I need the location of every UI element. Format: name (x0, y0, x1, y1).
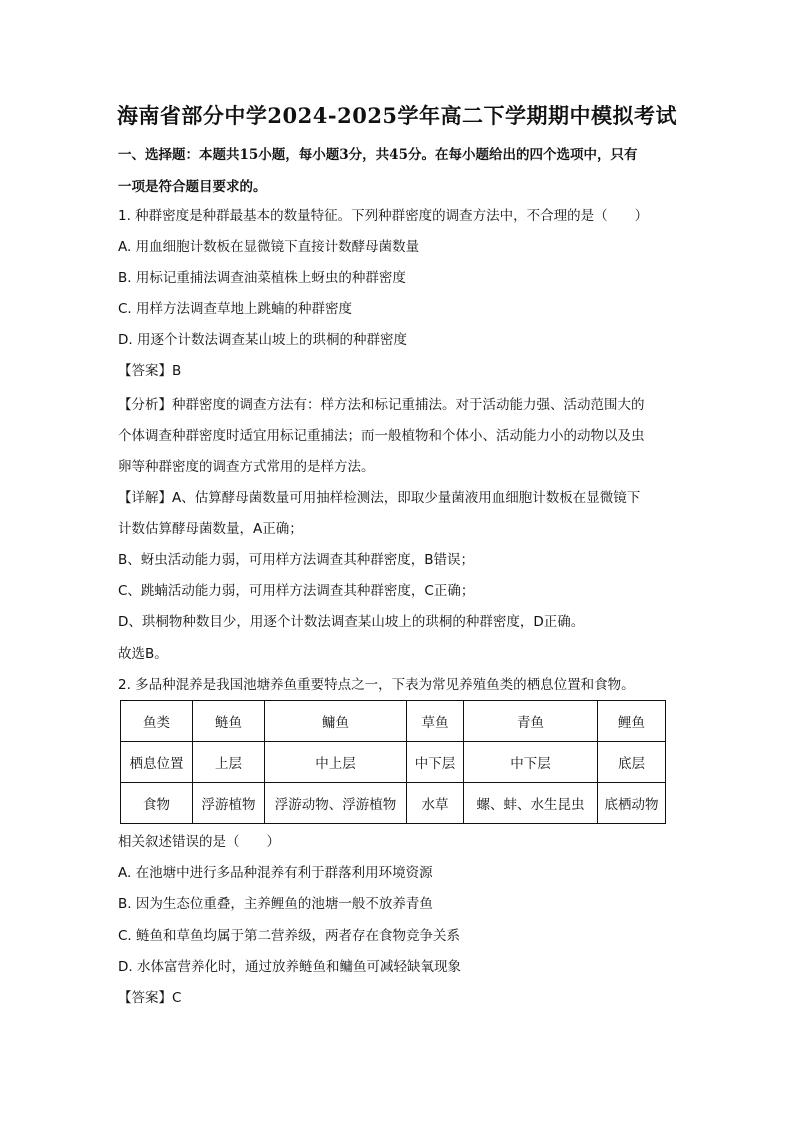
question-1-detail-line: 计数估算酵母菌数量，A正确； (118, 521, 303, 537)
section-header-line-2: 一项是符合题目要求的。 (118, 179, 267, 195)
question-1-detail-line: 【详解】A、估算酵母菌数量可用抽样检测法，即取少量菌液用血细胞计数板在显微镜下 (118, 490, 641, 506)
table-cell: 栖息位置 (121, 742, 193, 783)
table-cell: 中下层 (407, 742, 464, 783)
question-1-option-b: B. 用标记重捕法调查油菜植株上蚜虫的种群密度 (118, 270, 406, 286)
question-2-option-a: A. 在池塘中进行多品种混养有利于群落利用环境资源 (118, 865, 433, 881)
question-2-prompt: 相关叙述错误的是（ ） (118, 834, 280, 850)
table-cell: 青鱼 (464, 701, 598, 742)
question-2-option-d: D. 水体富营养化时，通过放养鲢鱼和鳙鱼可减轻缺氧现象 (118, 959, 461, 975)
question-1-detail-line: D、珙桐物种数目少，用逐个计数法调查某山坡上的珙桐的种群密度，D正确。 (118, 614, 585, 630)
table-row (121, 701, 666, 742)
question-1-conclusion: 故选B。 (118, 646, 168, 662)
table-cell: 草鱼 (407, 701, 464, 742)
question-1-option-d: D. 用逐个计数法调查某山坡上的珙桐的种群密度 (118, 332, 407, 348)
table-cell: 食物 (121, 783, 193, 824)
question-1-detail-line: B、蚜虫活动能力弱，可用样方法调查其种群密度，B错误； (118, 552, 475, 568)
table-cell: 底层 (598, 742, 666, 783)
table-cell: 浮游植物 (193, 783, 265, 824)
question-1-analysis-line: 【分析】种群密度的调查方法有：样方法和标记重捕法。对于活动能力强、活动范围大的 (118, 397, 645, 413)
question-2-option-b: B. 因为生态位重叠，主养鲤鱼的池塘一般不放养青鱼 (118, 896, 433, 912)
table-cell: 鳙鱼 (265, 701, 407, 742)
question-1-stem: 1. 种群密度是种群最基本的数量特征。下列种群密度的调查方法中，不合理的是（ ） (118, 208, 649, 224)
table-cell: 中下层 (464, 742, 598, 783)
page-title: 海南省部分中学2024-2025学年高二下学期期中模拟考试 (116, 103, 678, 128)
question-1-detail-line: C、跳蝻活动能力弱，可用样方法调查其种群密度，C正确； (118, 583, 475, 599)
question-2-option-c: C. 鲢鱼和草鱼均属于第二营养级，两者存在食物竞争关系 (118, 928, 461, 944)
table-cell: 螺、蚌、水生昆虫 (464, 783, 598, 824)
section-header-line-1: 一、选择题：本题共15小题，每小题3分，共45分。在每小题给出的四个选项中，只有 (118, 147, 638, 163)
question-2-stem: 2. 多品种混养是我国池塘养鱼重要特点之一，下表为常见养殖鱼类的栖息位置和食物。 (118, 677, 635, 693)
table-cell: 水草 (407, 783, 464, 824)
table-cell: 中上层 (265, 742, 407, 783)
table-cell: 鱼类 (121, 701, 193, 742)
table-row (121, 742, 666, 783)
table-cell: 浮游动物、浮游植物 (265, 783, 407, 824)
question-1-analysis-line: 卵等种群密度的调查方式常用的是样方法。 (118, 459, 375, 475)
table-cell: 底栖动物 (598, 783, 666, 824)
table-cell: 鲤鱼 (598, 701, 666, 742)
question-1-option-a: A. 用血细胞计数板在显微镜下直接计数酵母菌数量 (118, 239, 420, 255)
question-1-answer: 【答案】B (118, 363, 182, 379)
table-cell: 上层 (193, 742, 265, 783)
table-row (121, 783, 666, 824)
question-2-answer: 【答案】C (118, 990, 182, 1006)
table-cell: 鲢鱼 (193, 701, 265, 742)
question-1-option-c: C. 用样方法调查草地上跳蝻的种群密度 (118, 301, 353, 317)
question-1-analysis-line: 个体调查种群密度时适宜用标记重捕法；而一般植物和个体小、活动能力小的动物以及虫 (118, 428, 645, 444)
fish-habitat-table (120, 700, 666, 824)
